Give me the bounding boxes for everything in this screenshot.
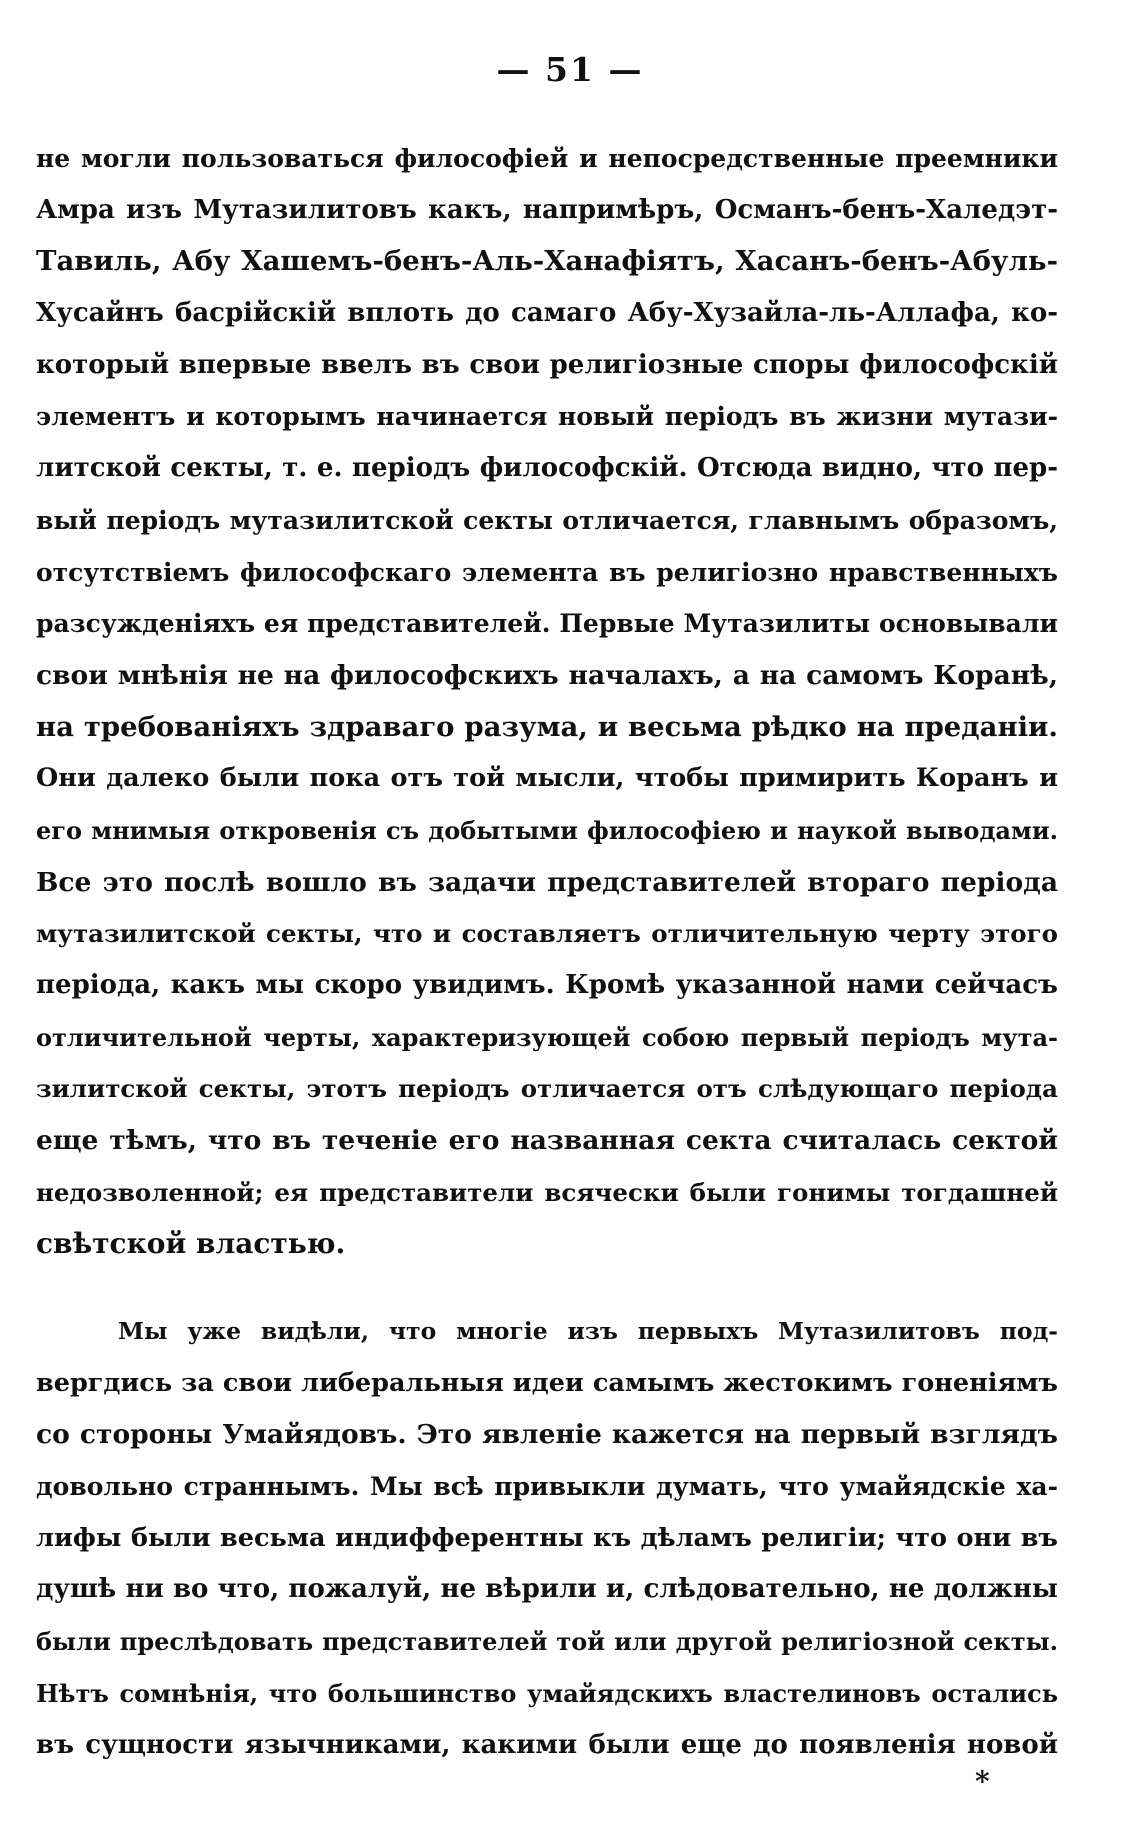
signature-mark: * <box>975 1765 990 1798</box>
text-line: его мнимыя откровенія съ добытыми философіею и наукой выводами. <box>36 815 1058 845</box>
text-line: отличительной черты, характеризующей собою первый періодъ мута- <box>36 1022 1058 1052</box>
text-line: еще тѣмъ, что въ теченіе его названная секта считалась сектой <box>36 1125 1058 1157</box>
text-line: періода, какъ мы скоро увидимъ. Кромѣ указанной нами сейчасъ <box>36 970 1058 1000</box>
text-line: недозволенной; ея представители всячески были гонимы тогдашней <box>36 1177 1058 1207</box>
text-line: отсутствіемъ философскаго элемента въ религіозно нравственныхъ <box>36 557 1058 587</box>
text-line: душѣ ни во что, пожалуй, не вѣрили и, слѣдовательно, не должны <box>36 1574 1058 1605</box>
page-number: — 51 — <box>496 50 644 89</box>
text-line: Все это послѣ вошло въ задачи представителей втораго періода <box>36 866 1058 898</box>
text-line: вергдись за свои либеральныя идеи самымъ жестокимъ гоненіямъ <box>36 1367 1058 1398</box>
text-line: со стороны Умайядовъ. Это явленіе кажется на первый взглядъ <box>36 1419 1058 1451</box>
text-line: на требованіяхъ здраваго разума, и весьма рѣдко на преданіи. <box>36 710 1058 743</box>
text-line: въ сущности язычниками, какими были еще до появленія новой <box>36 1729 1058 1760</box>
text-line: который впервые ввелъ въ свои религіозные споры философскій <box>36 349 1058 380</box>
text-line: свѣтской властью. <box>36 1227 346 1261</box>
text-line: зилитской секты, этотъ періодъ отличается отъ слѣдующаго періода <box>36 1074 1058 1104</box>
text-line: разсужденіяхъ ея представителей. Первые Мутазилиты основывали <box>36 609 1058 639</box>
text-line: Они далеко были пока отъ той мысли, чтобы примирить Коранъ и <box>36 763 1058 794</box>
text-line: мутазилитской секты, что и составляетъ отличительную черту этого <box>36 919 1058 949</box>
text-line: не могли пользоваться философіей и непосредственные преемники <box>36 144 1058 173</box>
text-line: Тавиль, Абу Хашемъ-бенъ-Аль-Ханафіятъ, Хасанъ-бенъ-Абуль- <box>36 245 1058 278</box>
text-line: Мы уже видѣли, что многіе изъ первыхъ Мутазилитовъ под- <box>118 1317 1058 1345</box>
text-line: литской секты, т. е. періодъ философскій. Отсюда видно, что пер- <box>36 453 1058 484</box>
text-line: элементъ и которымъ начинается новый періодъ въ жизни мутази- <box>36 402 1058 432</box>
paragraph-1 <box>36 133 1058 1270</box>
text-line: лифы были весьма индифферентны къ дѣламъ религіи; что они въ <box>36 1522 1058 1553</box>
text-line: были преслѣдовать представителей той или другой религіозной секты. <box>36 1627 1058 1657</box>
text-line: Нѣтъ сомнѣнія, что большинство умайядскихъ властелиновъ остались <box>36 1678 1058 1708</box>
text-line: вый періодъ мутазилитской секты отличается, главнымъ образомъ, <box>36 505 1058 535</box>
text-line: Хусайнъ басрійскій вплоть до самаго Абу-Хузайла-ль-Аллафа, ко- <box>36 298 1058 329</box>
text-line: довольно страннымъ. Мы всѣ привыкли думать, что умайядскіе ха- <box>36 1472 1058 1502</box>
text-line: Амра изъ Мутазилитовъ какъ, напримѣръ, Османъ-бенъ-Халедэт- <box>36 194 1058 225</box>
text-line: свои мнѣнія не на философскихъ началахъ, а на самомъ Коранѣ, <box>36 659 1058 691</box>
paragraph-2 <box>36 1306 1058 1771</box>
